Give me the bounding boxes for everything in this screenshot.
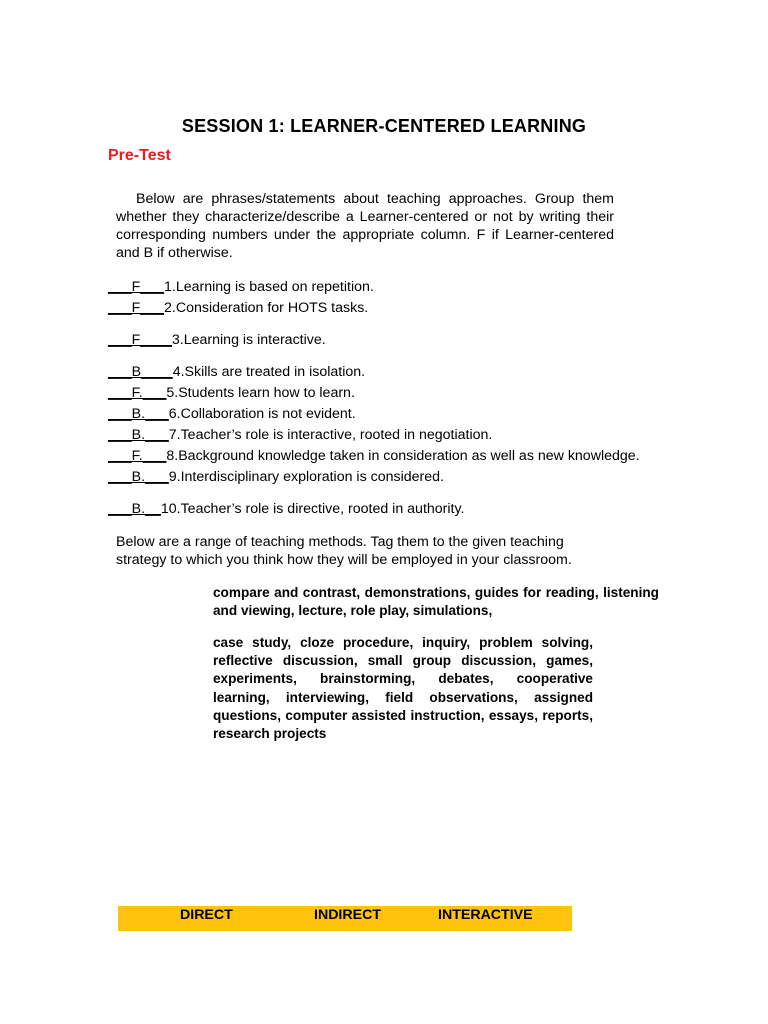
list-item — [108, 330, 728, 351]
item-text: 7.Teacher’s role is interactive, rooted in negotiation. — [168, 427, 493, 443]
item-text: 2.Consideration for HOTS tasks. — [164, 300, 369, 316]
item-text: 4.Skills are treated in isolation. — [172, 364, 366, 380]
item-text: 5.Students learn how to learn. — [166, 385, 355, 401]
answer-blank: ___B____ — [108, 364, 173, 380]
methods-group-2: case study, cloze procedure, inquiry, problem solving, reflective discussion, small group discussion, games, experiments, brainstorming, debates, cooperative learning, interviewing, field observations, assigned questions, computer assisted instruction, essays, reports, research projects — [213, 635, 593, 742]
category-direct: DIRECT — [180, 907, 233, 923]
list-item — [108, 404, 728, 425]
answer-blank: ___F.___ — [108, 385, 167, 401]
category-bar — [118, 906, 572, 931]
list-item — [108, 277, 728, 298]
item-text: 1.Learning is based on repetition. — [164, 279, 374, 295]
item-text: 8.Background knowledge taken in consideration as well as new knowledge. — [166, 448, 640, 464]
answer-blank: ___B.__ — [108, 501, 161, 517]
methods-instructions: Below are a range of teaching methods. Tag them to the given teaching strategy to which you think how they will be employed in your classroom. — [116, 534, 572, 568]
pretest-items — [108, 277, 728, 520]
list-item — [108, 467, 728, 488]
answer-blank: ___F___ — [108, 300, 165, 316]
methods-group-1: compare and contrast, demonstrations, guides for reading, listening and viewing, lecture, role play, simulations, — [213, 585, 659, 619]
list-item — [108, 499, 728, 520]
item-text: 3.Learning is interactive. — [171, 332, 326, 348]
answer-blank: ___F___ — [108, 279, 165, 295]
pretest-heading: Pre-Test — [108, 147, 171, 164]
list-item — [108, 298, 728, 319]
answer-blank: ___F____ — [108, 332, 172, 348]
list-item — [108, 425, 728, 446]
answer-blank: ___F.___ — [108, 448, 167, 464]
answer-blank: ___B.___ — [108, 469, 169, 485]
list-item — [108, 362, 728, 383]
item-text: 6.Collaboration is not evident. — [168, 406, 356, 422]
list-item — [108, 446, 728, 467]
page-title: SESSION 1: LEARNER-CENTERED LEARNING — [181, 116, 587, 136]
item-text: 9.Interdisciplinary exploration is considered. — [168, 469, 444, 485]
category-interactive: INTERACTIVE — [438, 907, 533, 923]
category-indirect: INDIRECT — [314, 907, 381, 923]
item-text: 10.Teacher’s role is directive, rooted in authority. — [160, 501, 465, 517]
answer-blank: ___B.___ — [108, 406, 169, 422]
answer-blank: ___B.___ — [108, 427, 169, 443]
pretest-instructions: Below are phrases/statements about teaching approaches. Group them whether they characterize/describe a Learner-centered or not by writing their corresponding numbers under the appropriate column. F if Learner-centered and B if otherwise. — [116, 191, 614, 261]
list-item — [108, 383, 728, 404]
